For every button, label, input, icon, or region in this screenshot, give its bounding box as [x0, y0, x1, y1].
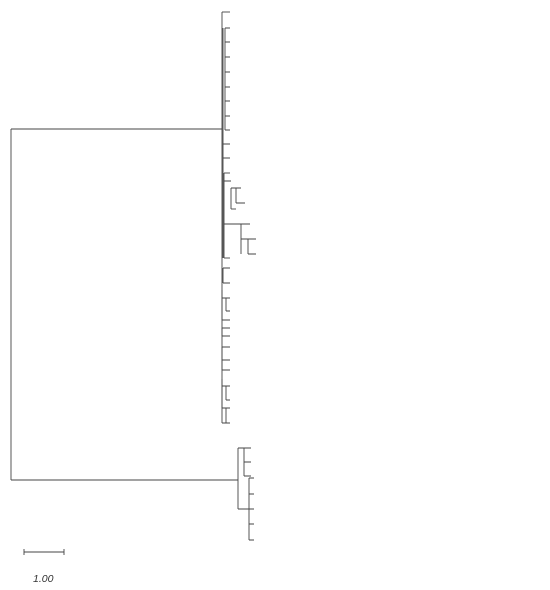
tree-branches: [11, 12, 256, 540]
scale-bar-label: 1.00: [33, 573, 54, 585]
scale-bar: [24, 549, 64, 585]
